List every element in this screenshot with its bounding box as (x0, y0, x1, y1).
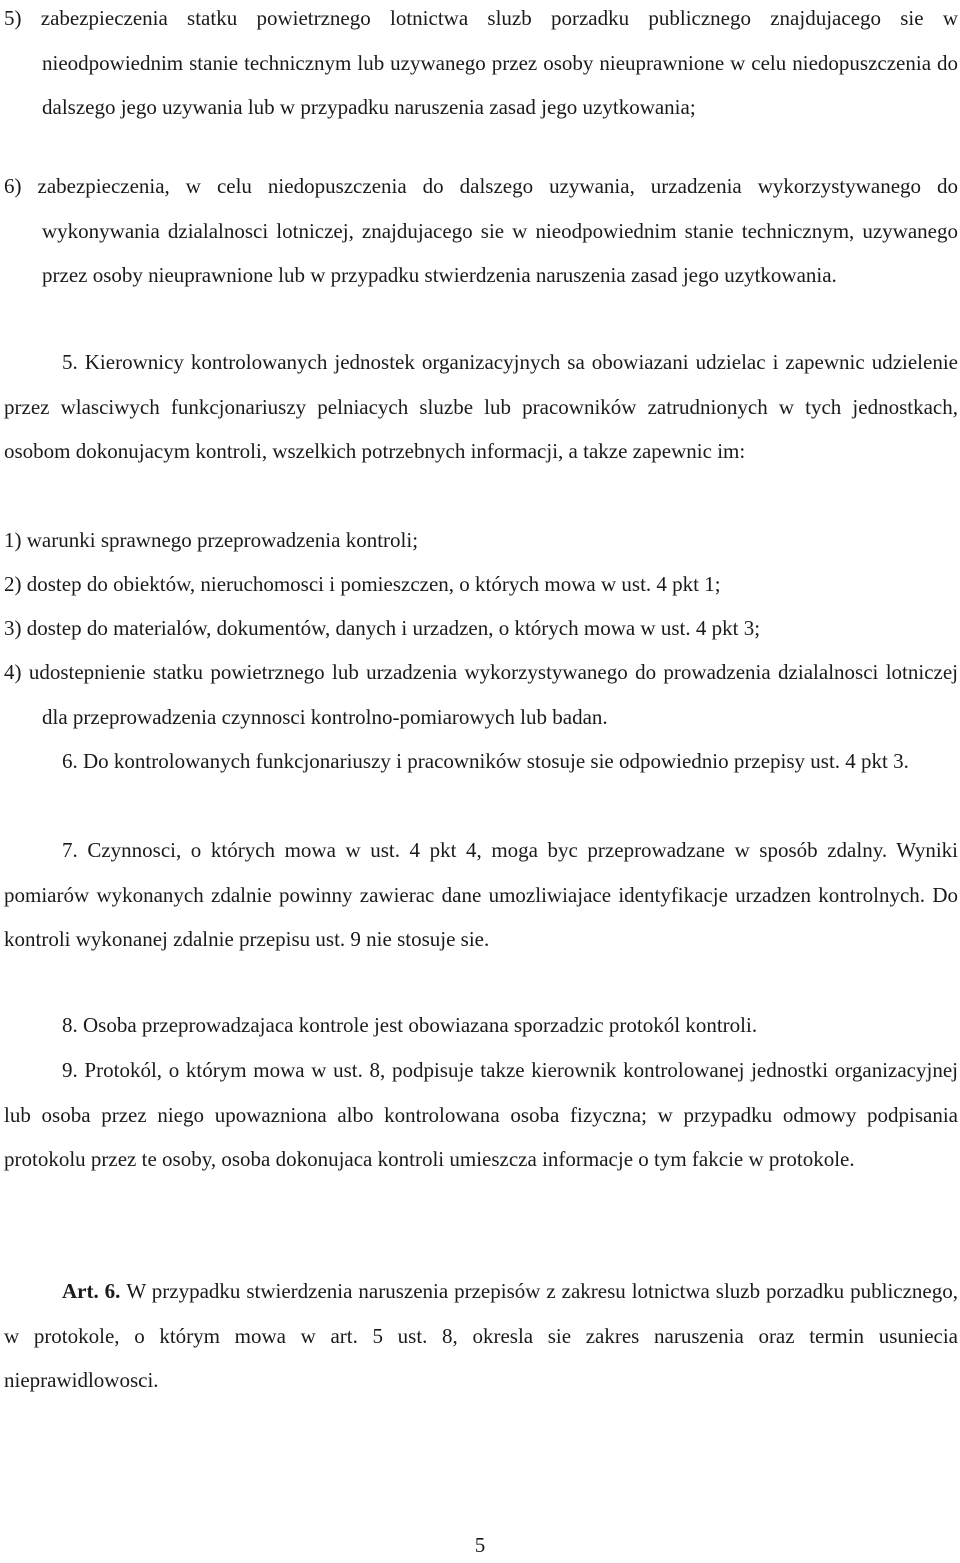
section-7-paragraph: 7. Czynnosci, o których mowa w ust. 4 pkt 4, moga byc przeprowadzane w sposób zdalny. Wyniki pomiarów wykonanych zdalnie powinny zawierac dane umozliwiajace identyfikacje urzadzen kontrolnych. Do kontroli wykonanej zdalnie przepisu ust. 9 nie stosuje sie. (4, 838, 958, 951)
list-item-1-warunki (4, 518, 958, 563)
item-label: 2) (4, 572, 22, 596)
list-item-4-udostepnienie (4, 650, 958, 739)
item-text: warunki sprawnego przeprowadzenia kontroli; (26, 528, 419, 552)
item-text: dostep do obiektów, nieruchomosci i pomieszczen, o których mowa w ust. 4 pkt 1; (26, 572, 721, 596)
article-text: W przypadku stwierdzenia naruszenia przepisów z zakresu lotnictwa sluzb porzadku publicznego, w protokole, o którym mowa w art. 5 ust. 8, okresla sie zakres naruszenia oraz termin usuniecia nieprawidlowosci. (4, 1279, 958, 1392)
item-label: 3) (4, 616, 22, 640)
list-item-3-dostep-materialy (4, 606, 958, 651)
item-label: 1) (4, 528, 22, 552)
section-6-paragraph: 6. Do kontrolowanych funkcjonariuszy i pracowników stosuje sie odpowiednio przepisy ust. 4 pkt 3. (62, 749, 909, 773)
item-label: 4) (4, 660, 22, 684)
section-8-paragraph: 8. Osoba przeprowadzajaca kontrole jest obowiazana sporzadzic protokól kontroli. (62, 1013, 758, 1037)
page-number: 5 (474, 1533, 486, 1557)
item-text: zabezpieczenia statku powietrznego lotnictwa sluzb porzadku publicznego znajdujacego sie w nieodpowiednim stanie technicznym lub uzywanego przez osoby nieuprawnione w celu niedopuszczenia do dalszego jego uzywania lub w przypadku naruszenia zasad jego uzytkowania; (40, 6, 958, 119)
item-text: zabezpieczenia, w celu niedopuszczenia do dalszego uzywania, urzadzenia wykorzystywanego do wykonywania dzialalnosci lotniczej, znajdujacego sie w nieodpowiednim stanie technicznym, uzywanego przez osoby nieuprawnione lub w przypadku stwierdzenia naruszenia zasad jego uzytkowania. (37, 174, 959, 287)
item-label: 5) (4, 6, 22, 30)
article-heading: Art. 6. (62, 1279, 121, 1303)
list-item-5-zabezpieczenia-statku (4, 0, 958, 130)
article-6-paragraph (4, 1269, 958, 1403)
item-text: udostepnienie statku powietrznego lub urzadzenia wykorzystywanego do prowadzenia dzialalnosci lotniczej dla przeprowadzenia czynnosci kontrolno-pomiarowych lub badan. (28, 660, 959, 729)
section-5-paragraph: 5. Kierownicy kontrolowanych jednostek organizacyjnych sa obowiazani udzielac i zapewnic udzielenie przez wlasciwych funkcjonariuszy pelniacych sluzbe lub pracowników zatrudnionych w tych jednostkach, osobom dokonujacym kontroli, wszelkich potrzebnych informacji, a takze zapewnic im: (4, 350, 958, 463)
list-item-2-dostep-obiekty (4, 562, 958, 607)
item-text: dostep do materialów, dokumentów, danych i urzadzen, o których mowa w ust. 4 pkt 3; (26, 616, 761, 640)
list-item-6-zabezpieczenia-urzadzenia (4, 164, 958, 298)
item-label: 6) (4, 174, 22, 198)
section-9-paragraph: 9. Protokól, o którym mowa w ust. 8, podpisuje takze kierownik kontrolowanej jednostki organizacyjnej lub osoba przez niego upowazniona albo kontrolowana osoba fizyczna; w przypadku odmowy podpisania protokolu przez te osoby, osoba dokonujaca kontroli umieszcza informacje o tym fakcie w protokole. (4, 1058, 958, 1171)
